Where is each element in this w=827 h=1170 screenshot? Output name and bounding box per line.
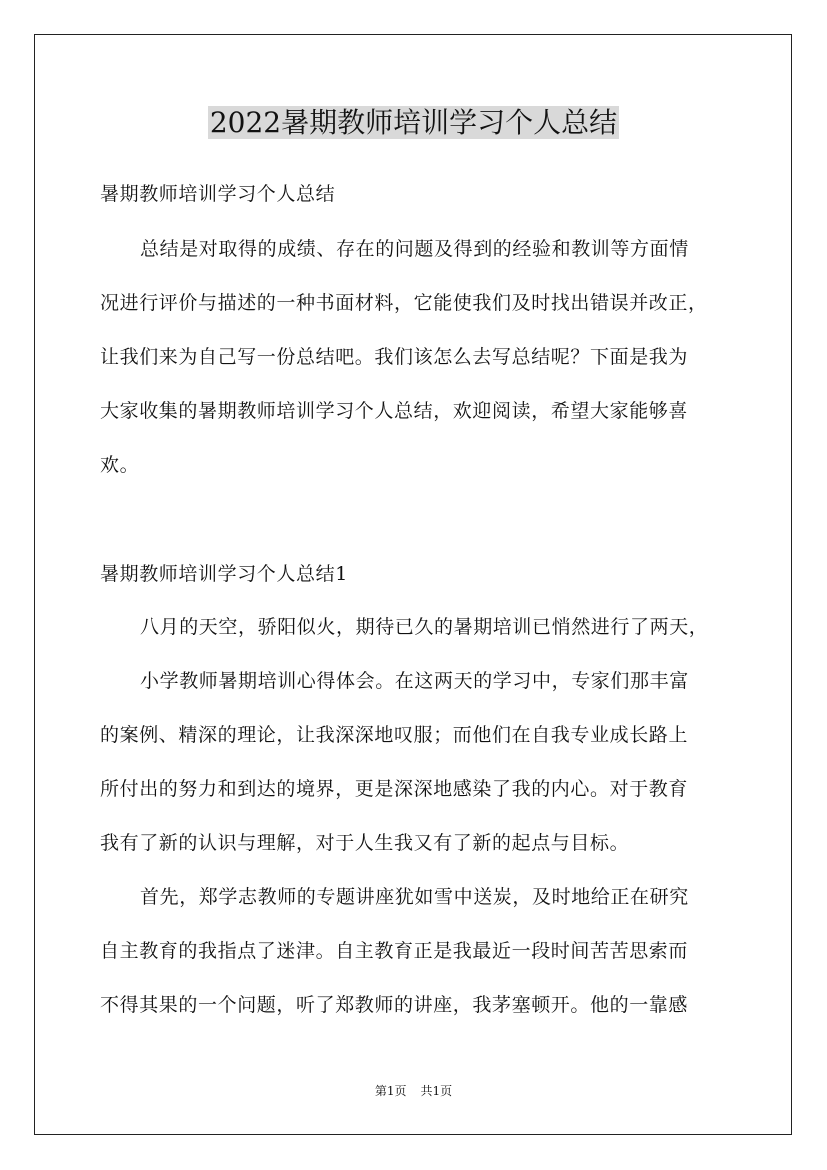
document-subtitle: 暑期教师培训学习个人总结 <box>100 183 336 205</box>
intro-line: 大家收集的暑期教师培训学习个人总结，欢迎阅读，希望大家能够喜 <box>100 400 689 422</box>
paragraph-line: 我有了新的认识与理解，对于人生我又有了新的起点与目标。 <box>100 832 630 854</box>
intro-line: 欢。 <box>100 454 140 476</box>
document-title-text: 2022暑期教师培训学习个人总结 <box>209 106 618 139</box>
paragraph-line: 所付出的努力和到达的境界，更是深深地感染了我的内心。对于教育 <box>100 778 689 800</box>
section-heading: 暑期教师培训学习个人总结1 <box>100 563 348 585</box>
paragraph-line: 自主教育的我指点了迷津。自主教育正是我最近一段时间苦苦思索而 <box>100 940 689 962</box>
document-title <box>0 104 827 142</box>
paragraph-line: 首先，郑学志教师的专题讲座犹如雪中送炭，及时地给正在研究 <box>140 886 689 908</box>
page-total: 共1页 <box>420 1084 453 1098</box>
intro-line: 让我们来为自己写一份总结吧。我们该怎么去写总结呢？下面是我为 <box>100 346 689 368</box>
paragraph-line: 小学教师暑期培训心得体会。在这两天的学习中，专家们那丰富 <box>140 670 689 692</box>
page-number: 第1页 <box>374 1084 407 1098</box>
intro-line: 况进行评价与描述的一种书面材料，它能使我们及时找出错误并改正， <box>100 292 708 314</box>
paragraph-line: 的案例、精深的理论，让我深深地叹服；而他们在自我专业成长路上 <box>100 724 689 746</box>
page-footer <box>0 1083 827 1099</box>
paragraph-line: 不得其果的一个问题，听了郑教师的讲座，我茅塞顿开。他的一靠感 <box>100 994 689 1016</box>
paragraph-line: 八月的天空，骄阳似火，期待已久的暑期培训已悄然进行了两天， <box>140 616 709 638</box>
intro-line: 总结是对取得的成绩、存在的问题及得到的经验和教训等方面情 <box>140 238 689 260</box>
